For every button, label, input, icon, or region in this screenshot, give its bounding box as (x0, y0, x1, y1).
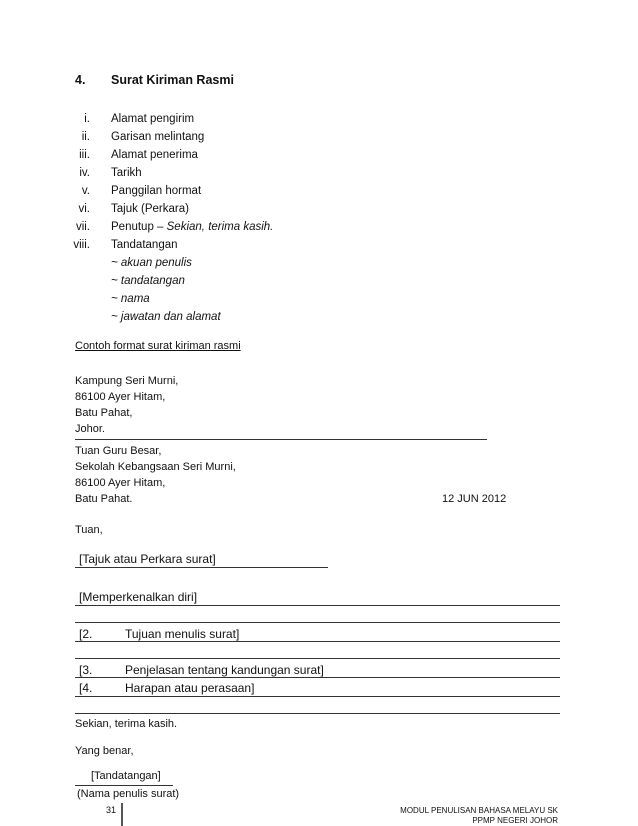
list-item-number: vii. (75, 221, 90, 233)
address-line: 86100 Ayer Hitam, (75, 477, 166, 489)
writer-name: (Nama penulis surat) (77, 788, 180, 800)
list-item-text: Panggilan hormat (111, 185, 202, 197)
footer-module-title: MODUL PENULISAN BAHASA MELAYU SK (400, 806, 558, 815)
address-line: 86100 Ayer Hitam, (75, 391, 166, 403)
paragraph-3-text: Penjelasan tentang kandungan surat] (125, 663, 324, 677)
closing-phrase: Sekian, terima kasih. (166, 221, 274, 233)
address-line: Tuan Guru Besar, (75, 445, 162, 457)
list-item-text: Alamat penerima (111, 149, 198, 161)
paragraph-4-number: [4. (79, 681, 93, 695)
footer-divider (121, 803, 123, 826)
writing-line (75, 641, 560, 642)
signature-line (75, 785, 173, 786)
writing-line (75, 658, 560, 659)
title-underline (75, 567, 328, 568)
footer-publisher: PPMP NEGERI JOHOR (472, 816, 558, 825)
address-line: Batu Pahat, (75, 407, 133, 419)
closing-label: Penutup – (111, 221, 167, 233)
sub-item: ~ akuan penulis (111, 257, 192, 269)
section-title: Surat Kiriman Rasmi (111, 73, 234, 87)
writing-line (75, 677, 560, 678)
list-item-text: Tajuk (Perkara) (111, 203, 189, 215)
yang-benar: Yang benar, (75, 745, 134, 757)
sub-item: ~ tandatangan (111, 275, 185, 287)
writing-line (75, 622, 560, 623)
list-item-number: v. (81, 185, 90, 197)
list-item-text: Garisan melintang (111, 131, 205, 143)
paragraph-3-number: [3. (79, 663, 93, 677)
paragraph-2-text: Tujuan menulis surat] (125, 627, 240, 641)
horizontal-rule (75, 439, 487, 440)
address-line: Kampung Seri Murni, (75, 375, 179, 387)
paragraph-2-number: [2. (79, 627, 93, 641)
address-line: Johor. (75, 423, 105, 435)
list-item-text: Tarikh (111, 167, 142, 179)
list-item-text: Tandatangan (111, 239, 178, 251)
paragraph-4-text: Harapan atau perasaan] (125, 681, 255, 695)
list-item-number: viii. (73, 239, 90, 251)
list-item-number: iv. (79, 167, 90, 179)
list-item-text: Alamat pengirim (111, 113, 195, 125)
sub-item: ~ nama (111, 293, 150, 305)
writing-line (75, 605, 560, 606)
list-item-number: i. (84, 113, 90, 125)
list-item-number: iii. (79, 149, 90, 161)
signature-placeholder: [Tandatangan] (91, 770, 161, 782)
letter-date: 12 JUN 2012 (442, 493, 507, 505)
address-line: Sekolah Kebangsaan Seri Murni, (75, 461, 236, 473)
list-item-text (111, 221, 273, 233)
salutation: Tuan, (75, 524, 103, 536)
page-number: 31 (106, 805, 117, 815)
address-line: Batu Pahat. (75, 493, 133, 505)
writing-line (75, 713, 560, 714)
paragraph-1: [Memperkenalkan diri] (79, 590, 198, 604)
list-item-number: vi. (78, 203, 90, 215)
sub-item: ~ jawatan dan alamat (111, 311, 221, 323)
writing-line (75, 696, 560, 697)
example-heading: Contoh format surat kiriman rasmi (75, 340, 241, 352)
list-item-number: ii. (81, 131, 90, 143)
section-number: 4. (75, 73, 86, 87)
letter-title: [Tajuk atau Perkara surat] (79, 552, 216, 566)
closing-text: Sekian, terima kasih. (75, 718, 178, 730)
